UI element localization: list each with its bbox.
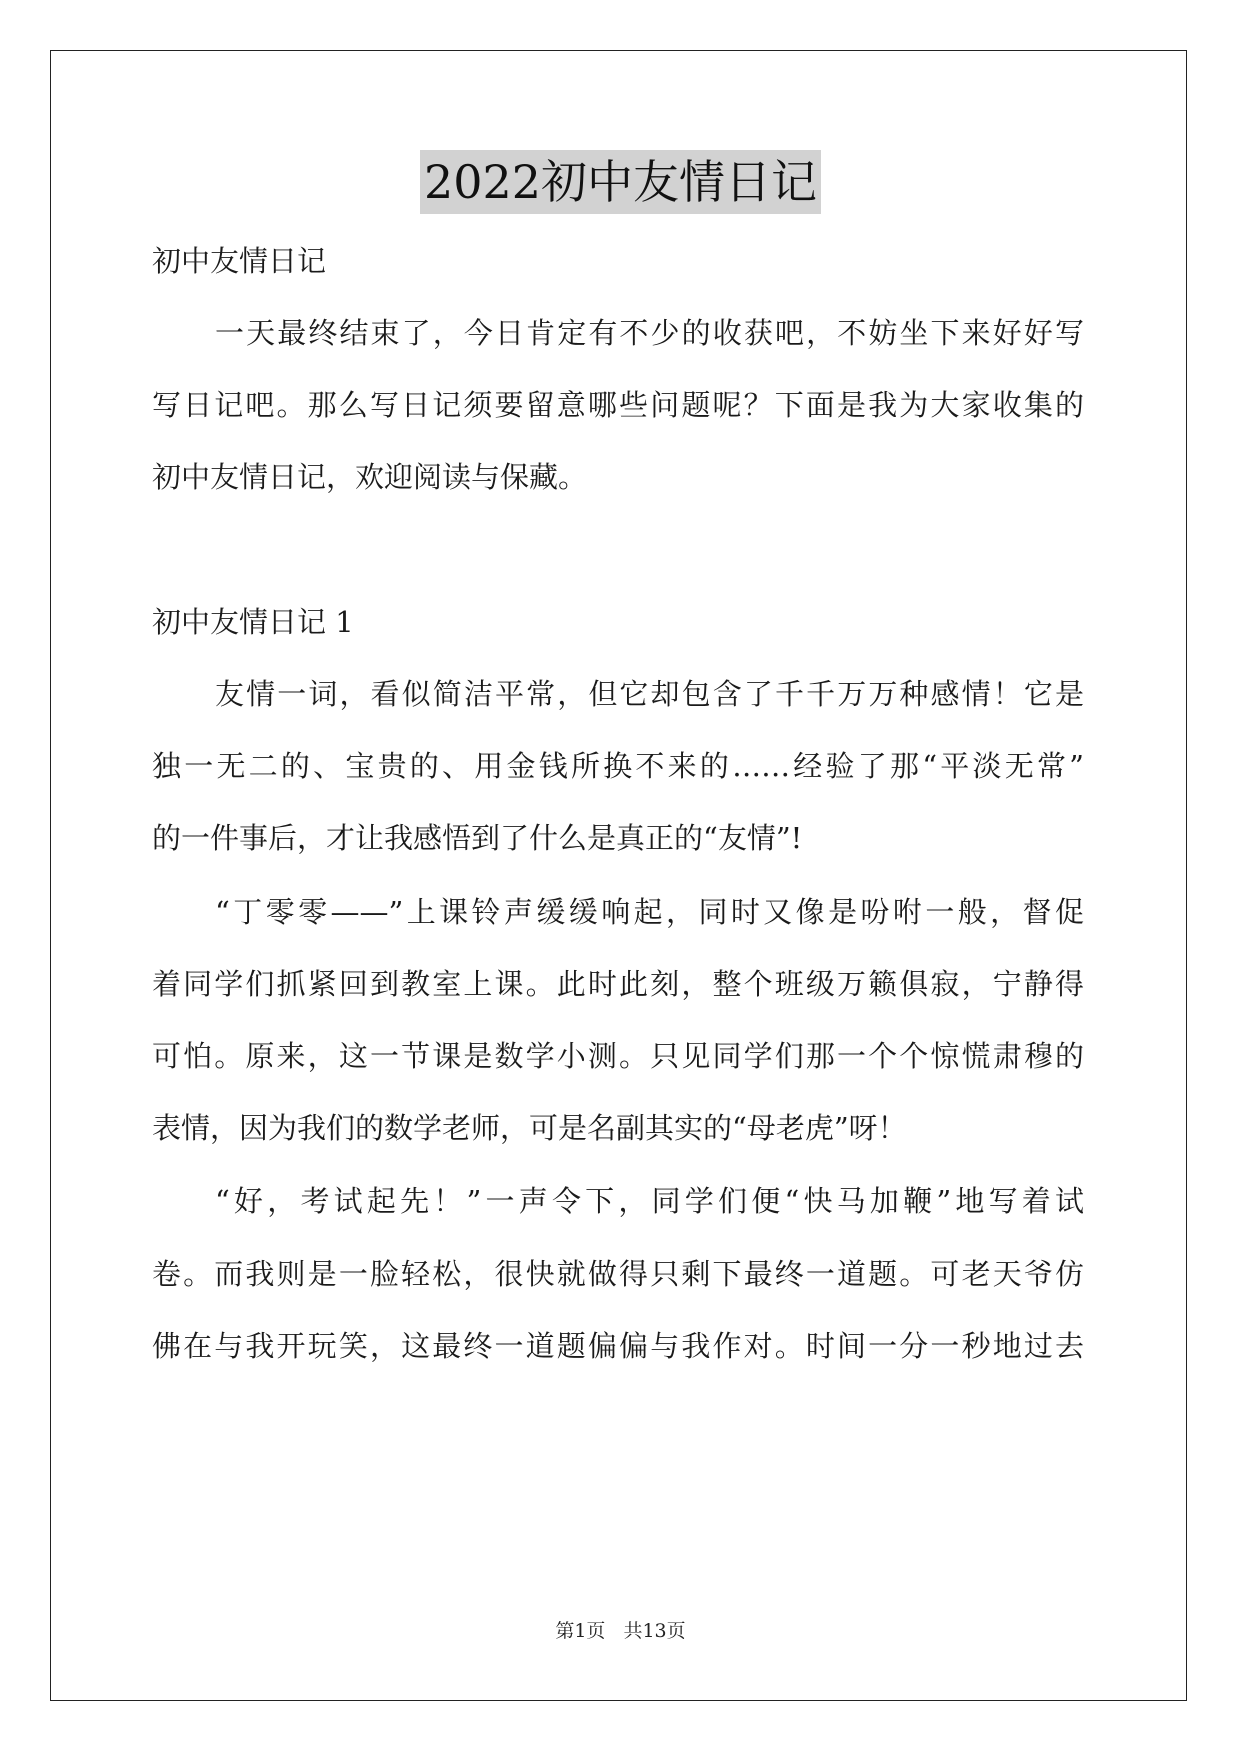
- page-border: [50, 50, 1187, 1701]
- page-number: 第1页: [555, 1620, 606, 1642]
- paragraph-line: 独一无二的、宝贵的、用金钱所换不来的……经验了那“平淡无常”: [152, 749, 1084, 783]
- paragraph-line: “丁零零——”上课铃声缓缓响起，同时又像是吩咐一般，督促: [215, 895, 1084, 929]
- intro-paragraph-line: 一天最终结束了，今日肯定有不少的收获吧，不妨坐下来好好写: [215, 316, 1084, 350]
- paragraph-line: 卷。而我则是一脸轻松，很快就做得只剩下最终一道题。可老天爷仿: [152, 1257, 1084, 1291]
- paragraph-line: 可怕。原来，这一节课是数学小测。只见同学们那一个个惊慌肃穆的: [152, 1039, 1084, 1073]
- intro-paragraph-line: 初中友情日记，欢迎阅读与保藏。: [152, 460, 588, 494]
- paragraph-line: 友情一词，看似简洁平常，但它却包含了千千万万种感情！它是: [215, 677, 1084, 711]
- paragraph-line: 的一件事后，才让我感悟到了什么是真正的“友情”!: [152, 821, 803, 855]
- intro-paragraph-line: 写日记吧。那么写日记须要留意哪些问题呢？下面是我为大家收集的: [152, 388, 1084, 422]
- document-title: 2022初中友情日记: [420, 150, 821, 214]
- section-heading: 初中友情日记 1: [152, 605, 354, 639]
- title-container: [0, 150, 1241, 214]
- paragraph-line: 表情，因为我们的数学老师，可是名副其实的“母老虎”呀！: [152, 1111, 907, 1145]
- page-total: 共13页: [623, 1620, 686, 1642]
- intro-heading: 初中友情日记: [152, 244, 327, 278]
- paragraph-line: 佛在与我开玩笑，这最终一道题偏偏与我作对。时间一分一秒地过去: [152, 1329, 1084, 1363]
- paragraph-line: “好，考试起先！”一声令下，同学们便“快马加鞭”地写着试: [215, 1184, 1084, 1218]
- page-footer: [0, 1618, 1241, 1644]
- paragraph-line: 着同学们抓紧回到教室上课。此时此刻，整个班级万籁俱寂，宁静得: [152, 967, 1084, 1001]
